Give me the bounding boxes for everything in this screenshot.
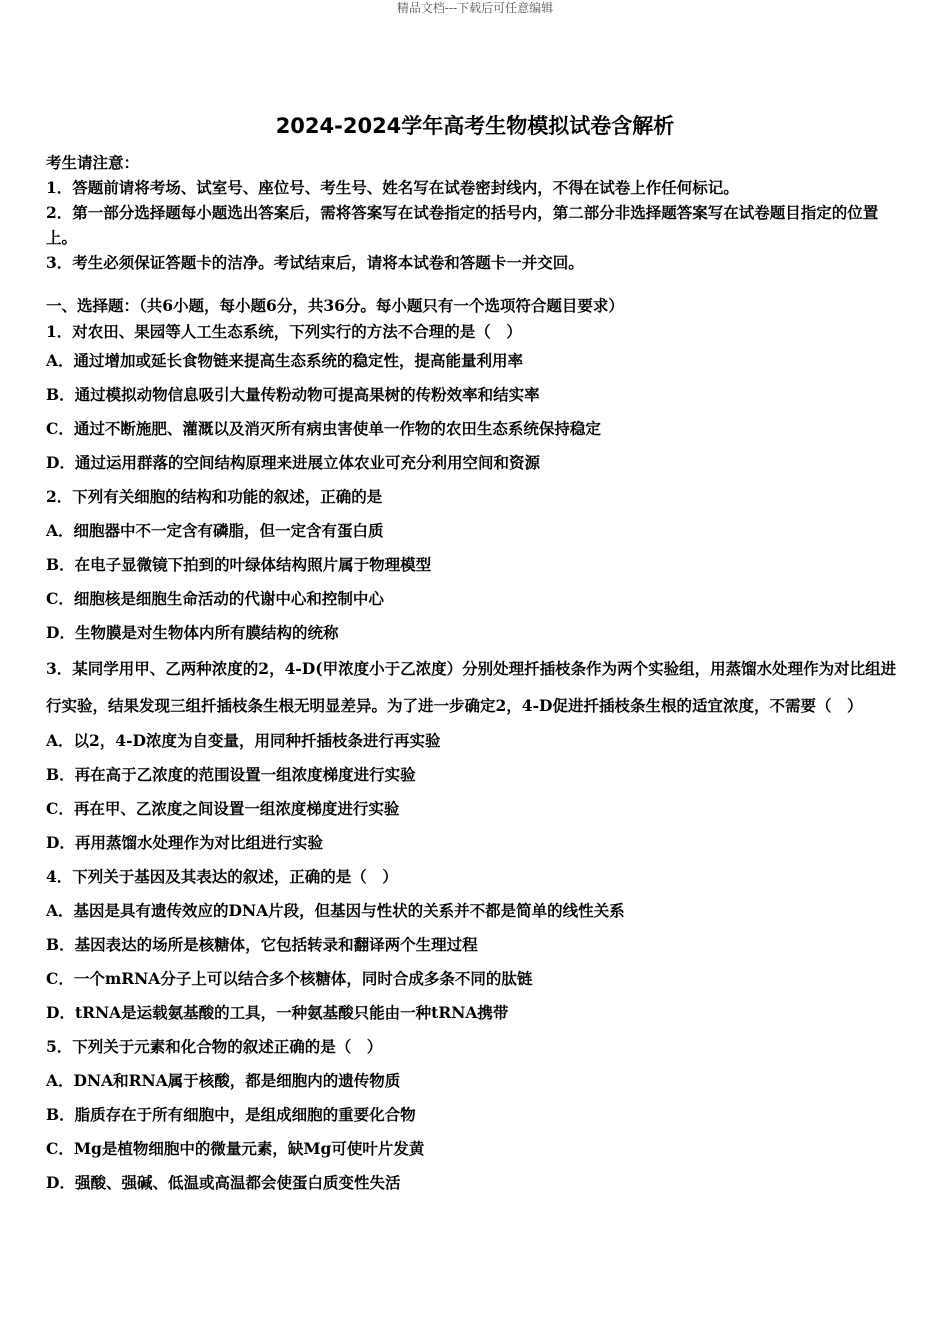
notice-item: 1．答题前请将考场、试室号、座位号、考生号、姓名写在试卷密封线内，不得在试卷上作任何标记。 <box>46 178 739 197</box>
option-d: D．强酸、强碱、低温或高温都会使蛋白质变性失活 <box>46 1173 401 1192</box>
option-c: C．通过不断施肥、灌溉以及消灭所有病虫害使单一作物的农田生态系统保持稳定 <box>46 419 601 438</box>
option-a: A．DNA和RNA属于核酸，都是细胞内的遗传物质 <box>46 1071 401 1090</box>
option-b: B．基因表达的场所是核糖体，它包括转录和翻译两个生理过程 <box>46 935 478 954</box>
spacer <box>46 275 904 293</box>
option-a: A．基因是具有遗传效应的DNA片段，但基因与性状的关系并不都是简单的线性关系 <box>46 901 625 920</box>
question-stem: 5．下列关于元素和化合物的叙述正确的是（ ） <box>46 1037 383 1056</box>
option-d: D．生物膜是对生物体内所有膜结构的统称 <box>46 623 339 642</box>
page-title: 2024-2024学年高考生物模拟试卷含解析 <box>275 114 675 138</box>
section-heading: 一、选择题：（共6小题，每小题6分，共36分。每小题只有一个选项符合题目要求） <box>46 296 624 315</box>
option-a: A．通过增加或延长食物链来提高生态系统的稳定性，提高能量利用率 <box>46 351 524 370</box>
notice-item: 3．考生必须保证答题卡的洁净。考试结束后，请将本试卷和答题卡一并交回。 <box>46 253 584 272</box>
option-a: A．以2，4-D浓度为自变量，用同种扦插枝条进行再实验 <box>46 731 441 750</box>
option-c: C．Mg是植物细胞中的微量元素，缺Mg可使叶片发黄 <box>46 1139 425 1158</box>
header-note: 精品文档---下载后可任意编辑 <box>396 1 554 15</box>
option-b: B．脂质存在于所有细胞中，是组成细胞的重要化合物 <box>46 1105 416 1124</box>
option-b: B．通过模拟动物信息吸引大量传粉动物可提高果树的传粉效率和结实率 <box>46 385 540 404</box>
document-body <box>46 150 904 1200</box>
option-b: B．再在高于乙浓度的范围设置一组浓度梯度进行实验 <box>46 765 416 784</box>
option-a: A．细胞器中不一定含有磷脂，但一定含有蛋白质 <box>46 521 384 540</box>
question-stem: 1．对农田、果园等人工生态系统，下列实行的方法不合理的是（ ） <box>46 322 522 341</box>
question-stem: 2．下列有关细胞的结构和功能的叙述，正确的是 <box>46 487 383 506</box>
question-stem: 4．下列关于基因及其表达的叙述，正确的是（ ） <box>46 867 398 886</box>
option-c: C．再在甲、乙浓度之间设置一组浓度梯度进行实验 <box>46 799 400 818</box>
notice-heading: 考生请注意： <box>46 153 140 172</box>
option-c: C．一个mRNA分子上可以结合多个核糖体，同时合成多条不同的肽链 <box>46 969 533 988</box>
option-b: B．在电子显微镜下拍到的叶绿体结构照片属于物理模型 <box>46 555 432 574</box>
option-c: C．细胞核是细胞生命活动的代谢中心和控制中心 <box>46 589 384 608</box>
question-stem: 3．某同学用甲、乙两种浓度的2，4-D(甲浓度小于乙浓度）分别处理扦插枝条作为两个实验组，用蒸馏水处理作为对比组进行实验，结果发现三组扦插枝条生根无明显差异。为了进一步确定2，4-D促进扦插枝条生根的适宜浓度，不需要（ ） <box>46 659 897 715</box>
notice-item: 2．第一部分选择题每小题选出答案后，需将答案写在试卷指定的括号内，第二部分非选择题答案写在试卷题目指定的位置上。 <box>46 203 879 247</box>
option-d: D．tRNA是运载氨基酸的工具，一种氨基酸只能由一种tRNA携带 <box>46 1003 509 1022</box>
option-d: D．再用蒸馏水处理作为对比组进行实验 <box>46 833 323 852</box>
option-d: D．通过运用群落的空间结构原理来进展立体农业可充分利用空间和资源 <box>46 453 540 472</box>
